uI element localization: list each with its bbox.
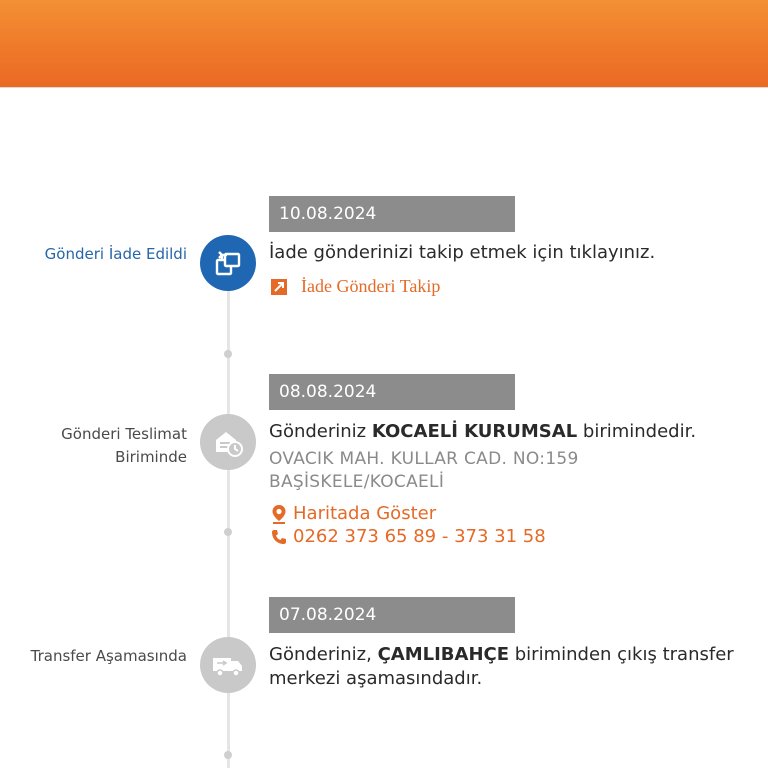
unit-name: KOCAELİ KURUMSAL [371,421,578,442]
return-package-icon [200,235,256,291]
step-description: Gönderiniz KOCAELİ KURUMSAL birimindedir. [269,421,697,442]
phone-link[interactable] [269,526,546,547]
map-pin-icon [269,504,289,524]
phone-icon [269,527,289,547]
header-banner [0,0,768,87]
unit-address: OVACIK MAH. KULLAR CAD. NO:159 BAŞİSKELE/KOCAELİ [269,449,579,492]
timeline-dot [224,528,232,536]
date-bar: 07.08.2024 [269,597,515,633]
status-label-transfer: Transfer Aşamasında [30,647,187,665]
external-link-icon [269,277,289,297]
unit-name: ÇAMLIBAHÇE [377,644,510,665]
step-description: İade gönderinizi takip etmek için tıklayınız. [269,242,656,263]
date-bar: 08.08.2024 [269,374,515,410]
transfer-truck-icon [200,637,256,693]
return-tracking-link[interactable] [269,276,440,297]
edge-info-icon [0,124,1,142]
timeline-dot [224,350,232,358]
date-bar: 10.08.2024 [269,196,515,232]
return-tracking-label: İade Gönderi Takip [301,276,441,296]
show-on-map-link[interactable] [269,503,436,524]
map-link-label: Haritada Göster [293,503,437,524]
delivery-unit-clock-icon [200,414,256,470]
phone-number: 0262 373 65 89 - 373 31 58 [293,526,546,547]
header-divider [0,87,768,88]
status-label-delivery-unit: Gönderi Teslimat Biriminde [61,425,187,466]
status-label-returned: Gönderi İade Edildi [44,245,187,263]
timeline-dot [224,751,232,759]
step-description: Gönderiniz, ÇAMLIBAHÇE biriminden çıkış transfer merkezi aşamasındadır. [269,644,734,689]
